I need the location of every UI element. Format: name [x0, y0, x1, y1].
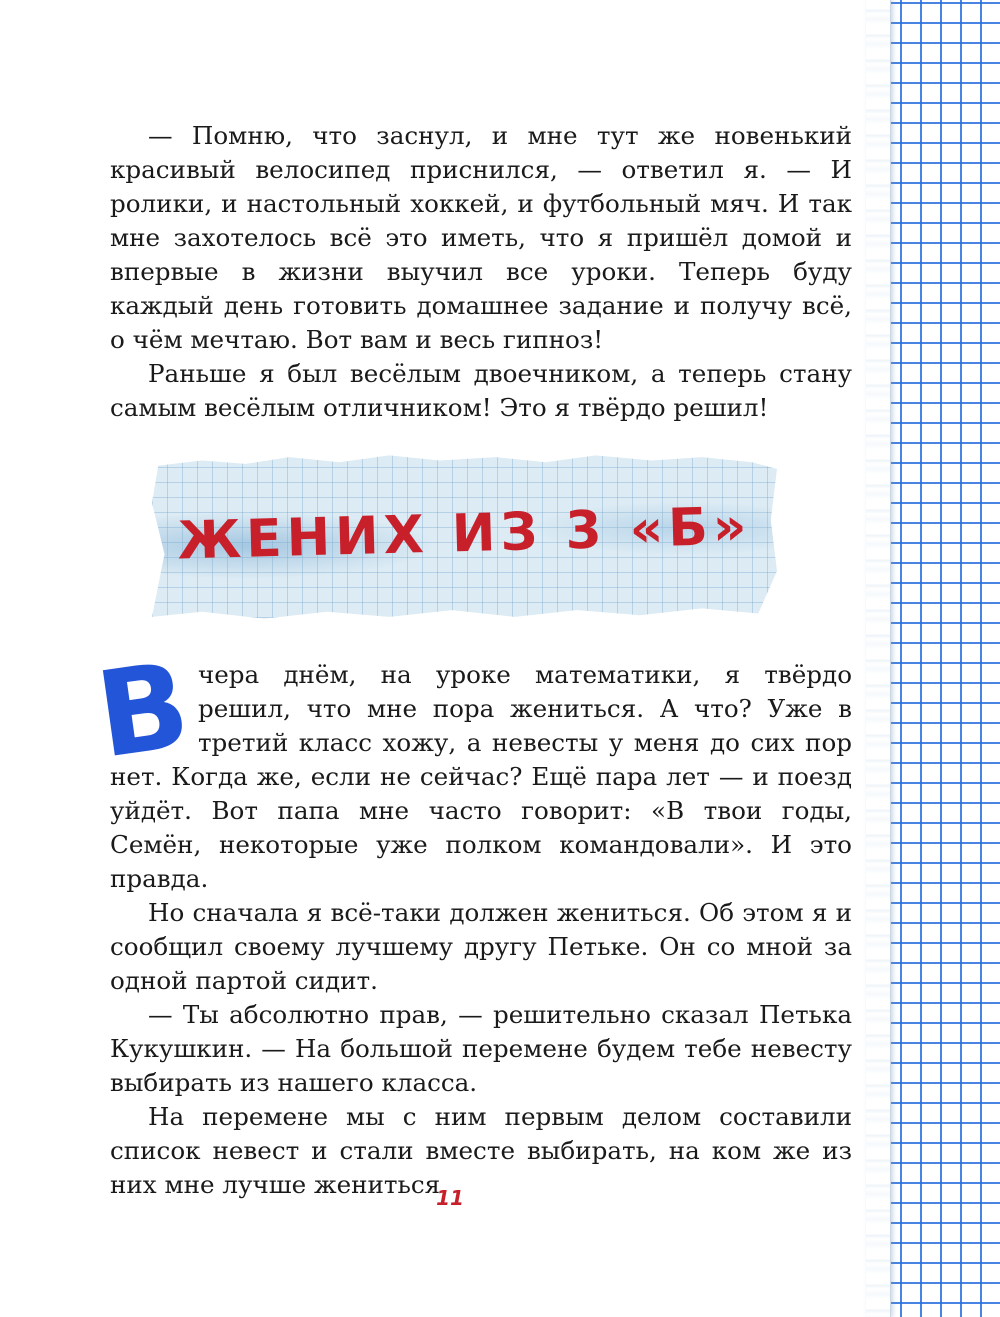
chapter-banner: [152, 452, 777, 622]
paragraph-text: чера днём, на уроке математики, я твёрдо решил, что мне пора жениться. А что? Уже в третий класс хожу, а невесты у меня до сих пор нет. Когда же, если не сейчас? Ещё пара лет — и поезд уйдёт. Вот папа мне часто говорит: «В твои годы, Семён, некоторые уже полком командовали». И это правда.: [110, 660, 852, 893]
paragraph: На перемене мы с ним первым делом составили список невест и стали вместе выбирать, на ком же из них мне лучше жениться.: [110, 1102, 852, 1199]
paragraph: — Ты абсолютно прав, — решительно сказал Петька Кукушкин. — На большой перемене будем тебе невесту выбирать из нашего класса.: [110, 1000, 852, 1097]
bottom-text-block: [88, 635, 852, 1202]
chapter-title: ЖЕНИХ ИЗ 3 «Б»: [176, 496, 753, 572]
paragraph: [88, 635, 852, 896]
paragraph: Но сначала я всё-таки должен жениться. Об этом я и сообщил своему лучшему другу Петьке. Он со мной за одной партой сидит.: [110, 898, 852, 995]
paragraph: Раньше я был весёлым двоечником, а теперь стану самым весёлым отличником! Это я твёрдо решил!: [110, 359, 852, 422]
torn-paper-edge: [866, 0, 891, 1317]
drop-cap: В: [88, 635, 198, 785]
paragraph: — Помню, что заснул, и мне тут же новенький красивый велосипед приснился, — ответил я. — И ролики, и настольный хоккей, и футбольный мяч. И так мне захотелось всё это иметь, что я пришёл домой и впервые в жизни выучил все уроки. Теперь буду каждый день готовить домашнее задание и получу всё, о чём мечтаю. Вот вам и весь гипноз!: [110, 121, 852, 354]
notebook-grid-strip: [878, 0, 1000, 1317]
page-number: 11: [436, 1186, 464, 1210]
top-text-block: [110, 119, 852, 425]
